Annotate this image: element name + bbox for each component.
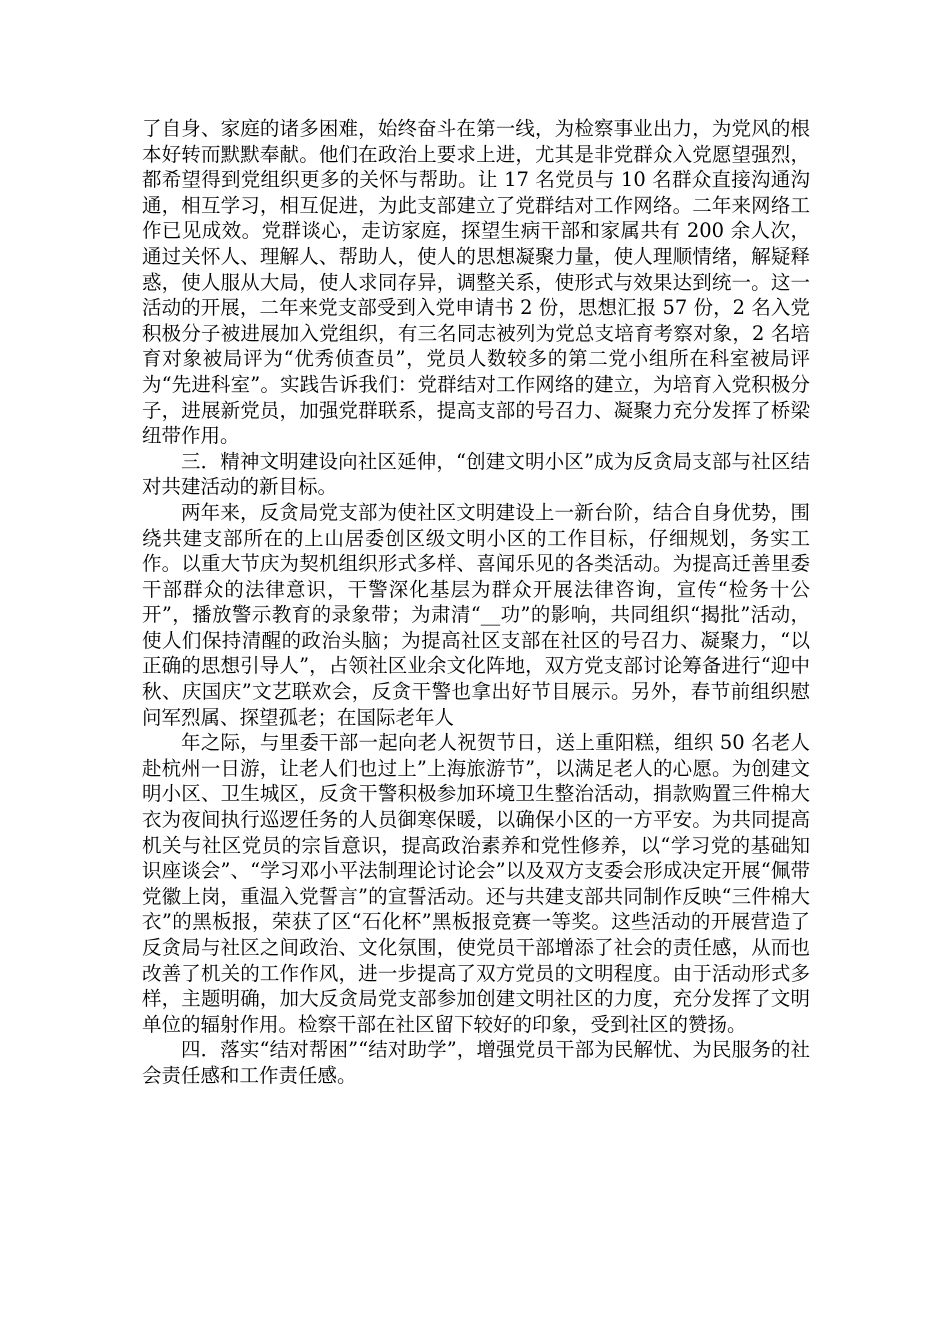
paragraph-civilized-community: 年之际，与里委干部一起向老人祝贺节日，送上重阳糕，组织 50 名老人赴杭州一日游，让老人们也过上”上海旅游节”，以满足老人的心愿。为创建文明小区、卫生城区，反贪干警积极参加环境卫生整治活动，捐款购置三件棉大衣为夜间执行巡逻任务的人员御寒保暖，以确保小区的一方平安。为共同提高机关与社区党员的宗旨意识，提高政治素养和党性修养，以“学习党的基础知识座谈会”、“学习邓小平法制理论讨论会”以及双方支委会形成决定开展“佩带党徽上岗，重温入党誓言”的宣誓活动。还与共建支部共同制作反映“三件棉大衣”的黑板报，荣获了区“石化杯”黑板报竞赛一等奖。这些活动的开展营造了反贪局与社区之间政治、文化氛围，使党员干部增添了社会的责任感，从而也改善了机关的工作作风，进一步提高了双方党员的文明程度。由于活动形式多样，主题明确，加大反贪局党支部参加创建文明社区的力度，充分发挥了文明单位的辐射作用。检察干部在社区留下较好的印象，受到社区的赞扬。 — [142, 731, 810, 1036]
heading-section-four: 四．落实“结对帮困”“结对助学”，增强党员干部为民解忧、为民服务的社会责任感和工作责任感。 — [142, 1038, 810, 1087]
paragraph-community-activities: 两年来，反贪局党支部为使社区文明建设上一新台阶，结合自身优势，围绕共建支部所在的上山居委创区级文明小区的工作目标，仔细规划，务实工作。以重大节庆为契机组织形式多样、喜闻乐见的各类活动。为提高迁善里委干部群众的法律意识，干警深化基层为群众开展法律咨询，宣传“检务十公开”，播放警示教育的录象带；为肃清“__功”的影响，共同组织“揭批”活动，使人们保持清醒的政治头脑；为提高社区支部在社区的号召力、凝聚力，“以正确的思想引导人”，占领社区业余文化阵地，双方党支部讨论筹备进行“迎中秋、庆国庆”文艺联欢会，反贪干警也拿出好节目展示。另外，春节前组织慰问军烈属、探望孤老；在国际老年人 — [142, 500, 810, 729]
document-body — [142, 116, 810, 1089]
paragraph-party-mass-network: 了自身、家庭的诸多困难，始终奋斗在第一线，为检察事业出力，为党风的根本好转而默默奉献。他们在政治上要求上进，尤其是非党群众入党愿望强烈，都希望得到党组织更多的关怀与帮助。让 17 名党员与 10 名群众直接沟通沟通，相互学习，相互促进，为此支部建立了党群结对工作网络。二年来网络工作已见成效。党群谈心，走访家庭，探望生病干部和家属共有 200 余人次，通过关怀人、理解人、帮助人，使人的思想凝聚力量，使人理顺情绪，解疑释惑，使人服从大局，使人求同存异，调整关系，使形式与效果达到统一。这一活动的开展，二年来党支部受到入党申请书 2 份，思想汇报 57 份，2 名入党积极分子被进展加入党组织，有三名同志被列为党总支培育考察对象，2 名培育对象被局评为“优秀侦查员”，党员人数较多的第二党小组所在科室被局评为“先进科室”。实践告诉我们：党群结对工作网络的建立，为培育入党积极分子，进展新党员，加强党群联系，提高支部的号召力、凝聚力充分发挥了桥梁纽带作用。 — [142, 117, 810, 448]
heading-section-three: 三．精神文明建设向社区延伸，“创建文明小区”成为反贪局支部与社区结对共建活动的新目标。 — [142, 449, 810, 499]
